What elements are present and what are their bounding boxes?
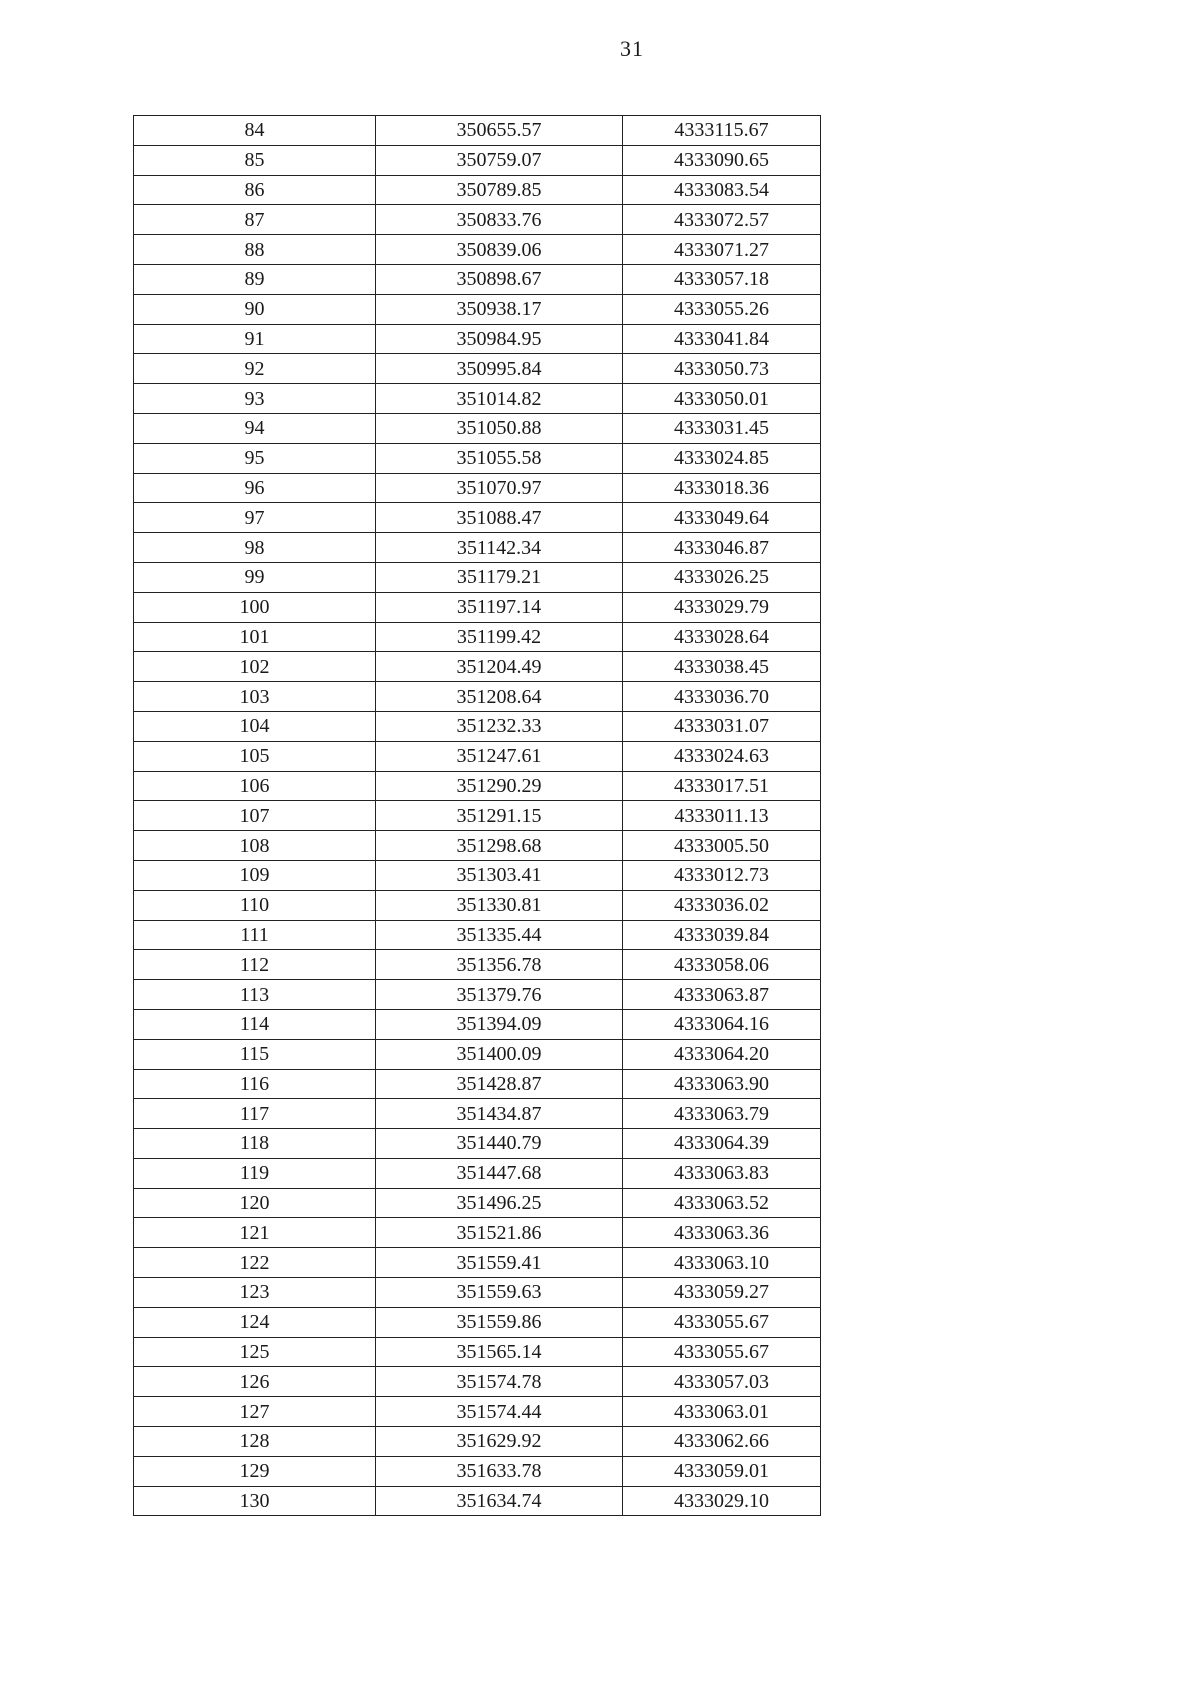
x-coordinate-cell: 351521.86 xyxy=(376,1218,623,1248)
point-number-cell: 96 xyxy=(134,473,376,503)
y-coordinate-cell: 4333062.66 xyxy=(623,1427,821,1457)
x-coordinate-cell: 350833.76 xyxy=(376,205,623,235)
x-coordinate-cell: 351559.63 xyxy=(376,1278,623,1308)
x-coordinate-cell: 351440.79 xyxy=(376,1129,623,1159)
x-coordinate-cell: 351197.14 xyxy=(376,592,623,622)
y-coordinate-cell: 4333063.90 xyxy=(623,1069,821,1099)
table-row xyxy=(134,950,821,980)
table-row xyxy=(134,264,821,294)
table-row xyxy=(134,1337,821,1367)
y-coordinate-cell: 4333011.13 xyxy=(623,801,821,831)
x-coordinate-cell: 351088.47 xyxy=(376,503,623,533)
y-coordinate-cell: 4333083.54 xyxy=(623,175,821,205)
x-coordinate-cell: 351496.25 xyxy=(376,1188,623,1218)
point-number-cell: 85 xyxy=(134,145,376,175)
y-coordinate-cell: 4333026.25 xyxy=(623,562,821,592)
table-row xyxy=(134,622,821,652)
table-row xyxy=(134,1367,821,1397)
table-row xyxy=(134,413,821,443)
y-coordinate-cell: 4333024.63 xyxy=(623,741,821,771)
table-row xyxy=(134,1427,821,1457)
y-coordinate-cell: 4333063.52 xyxy=(623,1188,821,1218)
table-row xyxy=(134,533,821,563)
point-number-cell: 108 xyxy=(134,831,376,861)
x-coordinate-cell: 351014.82 xyxy=(376,384,623,414)
table-row xyxy=(134,562,821,592)
point-number-cell: 121 xyxy=(134,1218,376,1248)
point-number-cell: 98 xyxy=(134,533,376,563)
table-row xyxy=(134,682,821,712)
x-coordinate-cell: 351629.92 xyxy=(376,1427,623,1457)
table-row xyxy=(134,1456,821,1486)
point-number-cell: 119 xyxy=(134,1158,376,1188)
point-number-cell: 111 xyxy=(134,920,376,950)
x-coordinate-cell: 351633.78 xyxy=(376,1456,623,1486)
x-coordinate-cell: 351070.97 xyxy=(376,473,623,503)
x-coordinate-cell: 351232.33 xyxy=(376,711,623,741)
y-coordinate-cell: 4333046.87 xyxy=(623,533,821,563)
x-coordinate-cell: 350984.95 xyxy=(376,324,623,354)
point-number-cell: 127 xyxy=(134,1397,376,1427)
table-row xyxy=(134,473,821,503)
table-row xyxy=(134,1039,821,1069)
table-row xyxy=(134,503,821,533)
y-coordinate-cell: 4333049.64 xyxy=(623,503,821,533)
x-coordinate-cell: 351291.15 xyxy=(376,801,623,831)
table-row xyxy=(134,1009,821,1039)
table-row xyxy=(134,1397,821,1427)
y-coordinate-cell: 4333018.36 xyxy=(623,473,821,503)
y-coordinate-cell: 4333039.84 xyxy=(623,920,821,950)
x-coordinate-cell: 351574.44 xyxy=(376,1397,623,1427)
y-coordinate-cell: 4333063.01 xyxy=(623,1397,821,1427)
point-number-cell: 106 xyxy=(134,771,376,801)
table-row xyxy=(134,235,821,265)
point-number-cell: 114 xyxy=(134,1009,376,1039)
point-number-cell: 87 xyxy=(134,205,376,235)
x-coordinate-cell: 351330.81 xyxy=(376,890,623,920)
point-number-cell: 91 xyxy=(134,324,376,354)
y-coordinate-cell: 4333031.07 xyxy=(623,711,821,741)
table-row xyxy=(134,741,821,771)
point-number-cell: 128 xyxy=(134,1427,376,1457)
table-row xyxy=(134,890,821,920)
point-number-cell: 107 xyxy=(134,801,376,831)
table-row xyxy=(134,1486,821,1516)
table-row xyxy=(134,354,821,384)
x-coordinate-cell: 351179.21 xyxy=(376,562,623,592)
table-row xyxy=(134,1099,821,1129)
point-number-cell: 93 xyxy=(134,384,376,414)
table-row xyxy=(134,145,821,175)
table-row xyxy=(134,443,821,473)
table-row xyxy=(134,831,821,861)
table-row xyxy=(134,860,821,890)
y-coordinate-cell: 4333029.79 xyxy=(623,592,821,622)
table-row xyxy=(134,980,821,1010)
table-row xyxy=(134,711,821,741)
point-number-cell: 125 xyxy=(134,1337,376,1367)
point-number-cell: 117 xyxy=(134,1099,376,1129)
table-row xyxy=(134,1278,821,1308)
point-number-cell: 123 xyxy=(134,1278,376,1308)
table-row xyxy=(134,324,821,354)
point-number-cell: 126 xyxy=(134,1367,376,1397)
y-coordinate-cell: 4333055.67 xyxy=(623,1337,821,1367)
x-coordinate-cell: 351290.29 xyxy=(376,771,623,801)
table-row xyxy=(134,1129,821,1159)
x-coordinate-cell: 350655.57 xyxy=(376,116,623,146)
x-coordinate-cell: 351565.14 xyxy=(376,1337,623,1367)
x-coordinate-cell: 351356.78 xyxy=(376,950,623,980)
y-coordinate-cell: 4333072.57 xyxy=(623,205,821,235)
point-number-cell: 94 xyxy=(134,413,376,443)
point-number-cell: 129 xyxy=(134,1456,376,1486)
x-coordinate-cell: 351634.74 xyxy=(376,1486,623,1516)
table-row xyxy=(134,116,821,146)
table-row xyxy=(134,652,821,682)
point-number-cell: 92 xyxy=(134,354,376,384)
table-row xyxy=(134,294,821,324)
point-number-cell: 122 xyxy=(134,1248,376,1278)
y-coordinate-cell: 4333063.10 xyxy=(623,1248,821,1278)
y-coordinate-cell: 4333057.03 xyxy=(623,1367,821,1397)
y-coordinate-cell: 4333050.73 xyxy=(623,354,821,384)
point-number-cell: 84 xyxy=(134,116,376,146)
x-coordinate-cell: 351335.44 xyxy=(376,920,623,950)
x-coordinate-cell: 351204.49 xyxy=(376,652,623,682)
table-row xyxy=(134,1158,821,1188)
x-coordinate-cell: 351050.88 xyxy=(376,413,623,443)
point-number-cell: 95 xyxy=(134,443,376,473)
x-coordinate-cell: 351199.42 xyxy=(376,622,623,652)
y-coordinate-cell: 4333064.16 xyxy=(623,1009,821,1039)
x-coordinate-cell: 351559.41 xyxy=(376,1248,623,1278)
y-coordinate-cell: 4333057.18 xyxy=(623,264,821,294)
y-coordinate-cell: 4333017.51 xyxy=(623,771,821,801)
point-number-cell: 103 xyxy=(134,682,376,712)
point-number-cell: 97 xyxy=(134,503,376,533)
x-coordinate-cell: 350898.67 xyxy=(376,264,623,294)
x-coordinate-cell: 351428.87 xyxy=(376,1069,623,1099)
y-coordinate-cell: 4333041.84 xyxy=(623,324,821,354)
y-coordinate-cell: 4333055.26 xyxy=(623,294,821,324)
point-number-cell: 115 xyxy=(134,1039,376,1069)
y-coordinate-cell: 4333024.85 xyxy=(623,443,821,473)
point-number-cell: 102 xyxy=(134,652,376,682)
point-number-cell: 120 xyxy=(134,1188,376,1218)
point-number-cell: 99 xyxy=(134,562,376,592)
x-coordinate-cell: 351434.87 xyxy=(376,1099,623,1129)
table-row xyxy=(134,175,821,205)
table-row xyxy=(134,771,821,801)
x-coordinate-cell: 350759.07 xyxy=(376,145,623,175)
y-coordinate-cell: 4333115.67 xyxy=(623,116,821,146)
coordinates-table-body xyxy=(134,116,821,1516)
table-row xyxy=(134,1248,821,1278)
y-coordinate-cell: 4333055.67 xyxy=(623,1307,821,1337)
table-row xyxy=(134,1307,821,1337)
y-coordinate-cell: 4333036.02 xyxy=(623,890,821,920)
table-row xyxy=(134,801,821,831)
table-row xyxy=(134,1218,821,1248)
table-row xyxy=(134,205,821,235)
table-row xyxy=(134,920,821,950)
x-coordinate-cell: 350789.85 xyxy=(376,175,623,205)
point-number-cell: 86 xyxy=(134,175,376,205)
y-coordinate-cell: 4333063.36 xyxy=(623,1218,821,1248)
point-number-cell: 124 xyxy=(134,1307,376,1337)
x-coordinate-cell: 350995.84 xyxy=(376,354,623,384)
y-coordinate-cell: 4333012.73 xyxy=(623,860,821,890)
x-coordinate-cell: 350839.06 xyxy=(376,235,623,265)
y-coordinate-cell: 4333059.27 xyxy=(623,1278,821,1308)
x-coordinate-cell: 351400.09 xyxy=(376,1039,623,1069)
y-coordinate-cell: 4333090.65 xyxy=(623,145,821,175)
y-coordinate-cell: 4333029.10 xyxy=(623,1486,821,1516)
point-number-cell: 118 xyxy=(134,1129,376,1159)
y-coordinate-cell: 4333028.64 xyxy=(623,622,821,652)
x-coordinate-cell: 351559.86 xyxy=(376,1307,623,1337)
point-number-cell: 100 xyxy=(134,592,376,622)
y-coordinate-cell: 4333063.83 xyxy=(623,1158,821,1188)
table-row xyxy=(134,384,821,414)
point-number-cell: 109 xyxy=(134,860,376,890)
point-number-cell: 105 xyxy=(134,741,376,771)
y-coordinate-cell: 4333058.06 xyxy=(623,950,821,980)
page-number: 31 xyxy=(620,36,644,61)
point-number-cell: 110 xyxy=(134,890,376,920)
y-coordinate-cell: 4333063.87 xyxy=(623,980,821,1010)
y-coordinate-cell: 4333005.50 xyxy=(623,831,821,861)
point-number-cell: 90 xyxy=(134,294,376,324)
y-coordinate-cell: 4333050.01 xyxy=(623,384,821,414)
point-number-cell: 88 xyxy=(134,235,376,265)
x-coordinate-cell: 351447.68 xyxy=(376,1158,623,1188)
point-number-cell: 116 xyxy=(134,1069,376,1099)
coordinates-table xyxy=(133,115,821,1516)
y-coordinate-cell: 4333031.45 xyxy=(623,413,821,443)
point-number-cell: 89 xyxy=(134,264,376,294)
x-coordinate-cell: 351142.34 xyxy=(376,533,623,563)
point-number-cell: 113 xyxy=(134,980,376,1010)
y-coordinate-cell: 4333059.01 xyxy=(623,1456,821,1486)
x-coordinate-cell: 351394.09 xyxy=(376,1009,623,1039)
table-row xyxy=(134,1069,821,1099)
y-coordinate-cell: 4333064.39 xyxy=(623,1129,821,1159)
y-coordinate-cell: 4333038.45 xyxy=(623,652,821,682)
x-coordinate-cell: 351379.76 xyxy=(376,980,623,1010)
table-row xyxy=(134,1188,821,1218)
y-coordinate-cell: 4333064.20 xyxy=(623,1039,821,1069)
point-number-cell: 130 xyxy=(134,1486,376,1516)
point-number-cell: 104 xyxy=(134,711,376,741)
y-coordinate-cell: 4333071.27 xyxy=(623,235,821,265)
x-coordinate-cell: 351574.78 xyxy=(376,1367,623,1397)
point-number-cell: 112 xyxy=(134,950,376,980)
x-coordinate-cell: 351303.41 xyxy=(376,860,623,890)
x-coordinate-cell: 350938.17 xyxy=(376,294,623,324)
x-coordinate-cell: 351055.58 xyxy=(376,443,623,473)
table-row xyxy=(134,592,821,622)
x-coordinate-cell: 351298.68 xyxy=(376,831,623,861)
y-coordinate-cell: 4333036.70 xyxy=(623,682,821,712)
y-coordinate-cell: 4333063.79 xyxy=(623,1099,821,1129)
x-coordinate-cell: 351208.64 xyxy=(376,682,623,712)
point-number-cell: 101 xyxy=(134,622,376,652)
x-coordinate-cell: 351247.61 xyxy=(376,741,623,771)
